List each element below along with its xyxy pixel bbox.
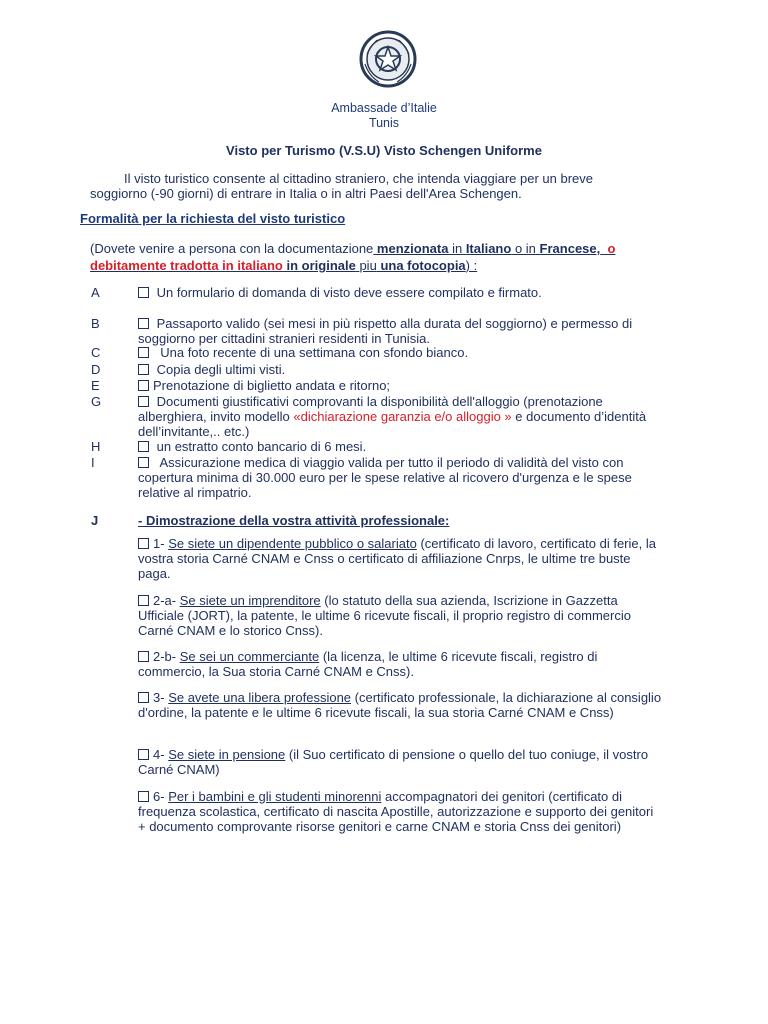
sub-number: 2-a- bbox=[153, 593, 177, 608]
item-text: un estratto conto bancario di 6 mesi. bbox=[156, 439, 367, 454]
list-item bbox=[138, 789, 663, 834]
checkbox-icon bbox=[138, 396, 149, 407]
sub-heading: Se sei un commerciante bbox=[179, 649, 320, 664]
list-item bbox=[138, 536, 663, 581]
intro-text: Il visto turistico consente al cittadino straniero, che intenda viaggiare per un breve soggiorno (-90 giorni) di entrare in Italia o in altri Paesi dell'Area Schengen. bbox=[90, 171, 593, 201]
note-part: menzionata bbox=[376, 241, 449, 256]
list-item bbox=[138, 593, 663, 638]
item-text: Assicurazione medica di viaggio valida per tutto il periodo di validità del visto con copertura minima di 30.000 euro per le spese relative al ricovero d'urgenza e le spese relative al rimpatrio. bbox=[138, 455, 632, 500]
item-text: Una foto recente di una settimana con sfondo bianco. bbox=[160, 345, 469, 360]
checkbox-icon bbox=[138, 318, 149, 329]
note-part: o in bbox=[514, 241, 536, 256]
item-text: Passaporto valido (sei mesi in più rispetto alla durata del soggiorno) e permesso di soggiorno per cittadini stranieri residenti in Tunisia. bbox=[138, 316, 633, 346]
sub-number: 6- bbox=[153, 789, 165, 804]
sub-number: 4- bbox=[153, 747, 165, 762]
sub-heading: Se avete una libera professione bbox=[168, 690, 352, 705]
item-text: e documento d’identità dell’invitante,.. etc.) bbox=[138, 409, 647, 439]
checkbox-icon bbox=[138, 441, 149, 452]
item-letter: C bbox=[91, 345, 101, 360]
note-part: (Dovete venire a persona con la documentazione bbox=[90, 241, 374, 256]
sub-text: (lo statuto della sua azienda, Iscrizione in Gazzetta Ufficiale (JORT), la patente, le ultime 6 ricevute fiscali, il proprio registro di commercio Carné CNAM e lo storico Cnss). bbox=[138, 593, 631, 638]
checkbox-icon bbox=[138, 287, 149, 298]
item-text-highlight: «dichiarazione garanzia e/o alloggio » bbox=[293, 409, 512, 424]
note-part: in originale bbox=[286, 258, 356, 273]
list-item bbox=[138, 747, 663, 777]
italian-republic-emblem bbox=[357, 28, 419, 90]
checkbox-icon bbox=[138, 791, 149, 802]
note-part: Francese, bbox=[539, 241, 601, 256]
list-item bbox=[138, 690, 663, 720]
professional-heading: - Dimostrazione della vostra attività professionale: bbox=[138, 513, 450, 528]
checkbox-icon bbox=[138, 380, 149, 391]
checkbox-icon bbox=[138, 651, 149, 662]
sub-text: (certificato professionale, la dichiarazione al consiglio d'ordine, la patente e le ultime 6 ricevute fiscali, la sua storia Carné CNAM e Cnss) bbox=[138, 690, 662, 720]
sub-number: 2-b- bbox=[153, 649, 177, 664]
sub-text: (certificato di lavoro, certificato di ferie, la vostra storia Carné CNAM e Cnss o certificato di affiliazione Cnrps, le ultime tre buste paga. bbox=[138, 536, 656, 581]
item-text: Copia degli ultimi visti. bbox=[156, 362, 286, 377]
note-part: ) : bbox=[465, 258, 478, 273]
item-letter: D bbox=[91, 362, 101, 377]
note-part: in bbox=[452, 241, 463, 256]
checkbox-icon bbox=[138, 364, 149, 375]
sub-heading: Se siete un dipendente pubblico o salariato bbox=[168, 536, 417, 551]
sub-number: 1- bbox=[153, 536, 165, 551]
note-part: debitamente tradotta in italiano bbox=[90, 258, 283, 273]
item-letter: J bbox=[91, 513, 99, 528]
list-item bbox=[138, 649, 663, 679]
item-letter: G bbox=[91, 394, 102, 409]
sub-text: (il Suo certificato di pensione o quello del tuo coniuge, il vostro Carné CNAM) bbox=[138, 747, 649, 777]
sub-heading: Se siete un imprenditore bbox=[179, 593, 321, 608]
note-part: o bbox=[607, 241, 616, 256]
item-letter: I bbox=[91, 455, 95, 470]
item-letter: B bbox=[91, 316, 100, 331]
sub-heading: Per i bambini e gli studenti minorenni bbox=[168, 789, 382, 804]
embassy-city: Tunis bbox=[368, 116, 400, 130]
note-part: una fotocopia bbox=[380, 258, 466, 273]
sub-number: 3- bbox=[153, 690, 165, 705]
checkbox-icon bbox=[138, 538, 149, 549]
checkbox-icon bbox=[138, 457, 149, 468]
note-part: piu bbox=[359, 258, 377, 273]
intro-paragraph bbox=[90, 171, 650, 201]
item-text: Documenti giustificativi comprovanti la disponibilità dell'alloggio (prenotazione alberghiera, invito modello bbox=[138, 394, 603, 424]
checkbox-icon bbox=[138, 347, 149, 358]
section-heading: Formalità per la richiesta del visto turistico bbox=[80, 211, 346, 226]
item-letter: H bbox=[91, 439, 101, 454]
item-text: Un formulario di domanda di visto deve essere compilato e firmato. bbox=[156, 285, 542, 300]
checkbox-icon bbox=[138, 749, 149, 760]
page-title: Visto per Turismo (V.S.U) Visto Schengen Uniforme bbox=[226, 143, 542, 158]
item-letter: E bbox=[91, 378, 100, 393]
item-letter: A bbox=[91, 285, 100, 300]
note-part: Italiano bbox=[465, 241, 512, 256]
item-text: Prenotazione di biglietto andata e ritorno; bbox=[153, 378, 391, 393]
requirements-note bbox=[90, 240, 650, 274]
sub-text: (la licenza, le ultime 6 ricevute fiscali, registro di commercio, la Sua storia Carné CNAM e Cnss). bbox=[138, 649, 598, 679]
sub-text: accompagnatori dei genitori (certificato di frequenza scolastica, certificato di nascita Apostille, autorizzazione e supporto dei genitori + documento comprovante risorse genitori e carne CNAM e storia Cnss dei genitori) bbox=[138, 789, 654, 834]
checkbox-icon bbox=[138, 692, 149, 703]
embassy-name: Ambassade d’Italie bbox=[331, 101, 437, 115]
checkbox-icon bbox=[138, 595, 149, 606]
sub-heading: Se siete in pensione bbox=[168, 747, 286, 762]
